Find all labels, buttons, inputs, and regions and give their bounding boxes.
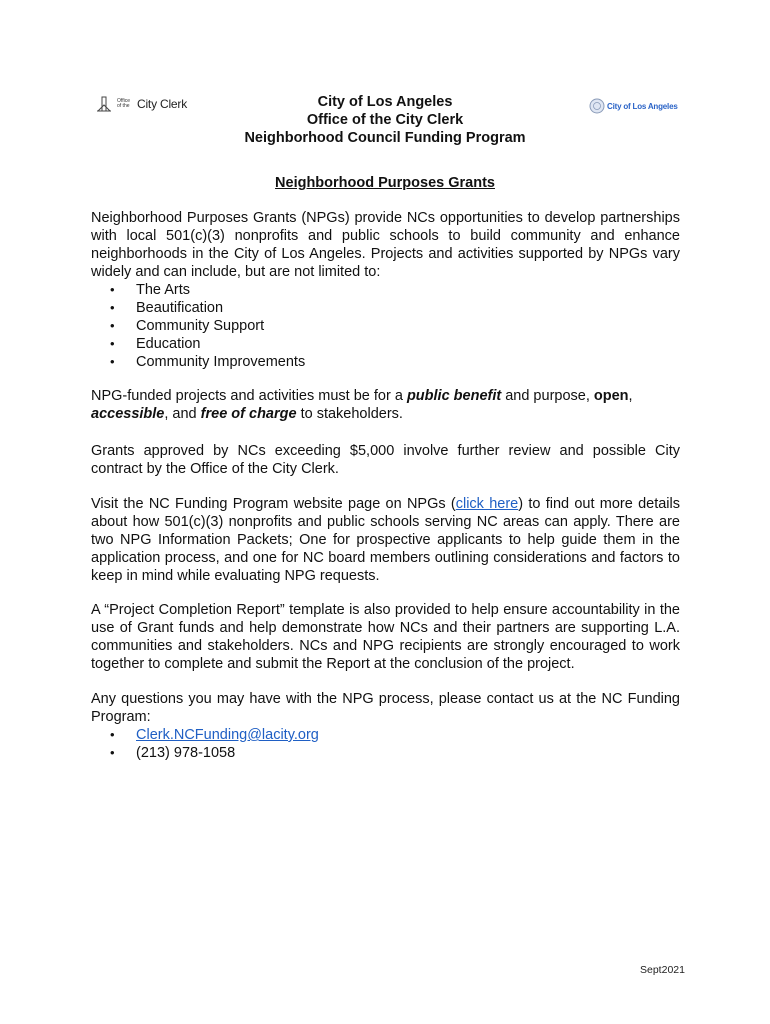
city-seal-icon — [589, 98, 605, 114]
header-line-program: Neighborhood Council Funding Program — [244, 130, 526, 146]
header-line-office: Office of the City Clerk — [306, 112, 464, 128]
public-benefit-emphasis: public benefit — [406, 388, 502, 404]
intro-section — [91, 209, 680, 371]
free-of-charge-emphasis: free of charge — [200, 406, 297, 422]
list-item: • Community Improvements — [136, 353, 680, 371]
footer-date: Sept2021 — [640, 964, 685, 976]
visit-text: Visit the NC Funding Program website page on NPGs ( — [91, 496, 456, 512]
intro-paragraph: Neighborhood Purposes Grants (NPGs) provide NCs opportunities to develop partnerships with local 501(c)(3) nonprofits and public schools to build community and enhance neighborhoods in the City of Los Angeles. Projects and activities supported by NPGs vary widely and can include, but are not limited to: — [91, 210, 680, 280]
npg-category-list — [91, 281, 680, 371]
accessible-emphasis: accessible — [91, 406, 165, 422]
click-here-link[interactable]: click here — [455, 496, 519, 512]
benefit-paragraph — [91, 387, 680, 423]
benefit-text: , — [628, 388, 633, 404]
contact-section — [91, 690, 680, 762]
visit-paragraph — [91, 495, 680, 585]
list-item: • Community Support — [136, 317, 680, 335]
clerk-logo-text: City Clerk — [137, 97, 188, 111]
benefit-text: and purpose, — [501, 388, 594, 404]
list-item: • Education — [136, 335, 680, 353]
clerk-logo-small-text: Office of the — [117, 98, 130, 109]
list-item: • The Arts — [136, 281, 680, 299]
city-hall-icon — [95, 95, 113, 113]
benefit-text: , and — [164, 406, 201, 422]
city-clerk-logo — [95, 94, 187, 114]
open-emphasis: open — [593, 388, 629, 404]
city-of-la-logo — [589, 96, 678, 116]
report-paragraph: A “Project Completion Report” template is also provided to help ensure accountability in the use of Grant funds and help demonstrate how NCs and their partners are supporting L.A. communities and stakeholders. NCs and NPG recipients are strongly encouraged to work together to complete and submit the Report at the conclusion of the project. — [91, 602, 680, 672]
city-logo-text: City of Los Angeles — [607, 101, 678, 111]
document-header — [200, 93, 570, 147]
benefit-text: NPG-funded projects and activities must be for a — [91, 388, 407, 404]
phone-number: (213) 978-1058 — [136, 745, 236, 761]
grants-paragraph: Grants approved by NCs exceeding $5,000 involve further review and possible City contract by the Office of the City Clerk. — [91, 443, 680, 477]
contact-list — [91, 726, 680, 762]
email-link[interactable]: Clerk.NCFunding@lacity.org — [136, 727, 319, 743]
header-line-city: City of Los Angeles — [317, 94, 453, 110]
section-title: Neighborhood Purposes Grants — [275, 175, 495, 191]
list-item: • Beautification — [136, 299, 680, 317]
contact-paragraph: Any questions you may have with the NPG process, please contact us at the NC Funding Program: — [91, 691, 680, 725]
benefit-text: to stakeholders. — [296, 406, 403, 422]
visit-text: ) to find out more details about how 501(c)(3) nonprofits and public schools serving NC areas can apply. There are two NPG Information Packets; One for prospective applicants to help guide them in the application process, and one for NC board members outlining considerations and factors to keep in mind while evaluating NPG requests. — [91, 496, 680, 584]
list-item — [136, 726, 680, 744]
list-item — [136, 744, 680, 762]
